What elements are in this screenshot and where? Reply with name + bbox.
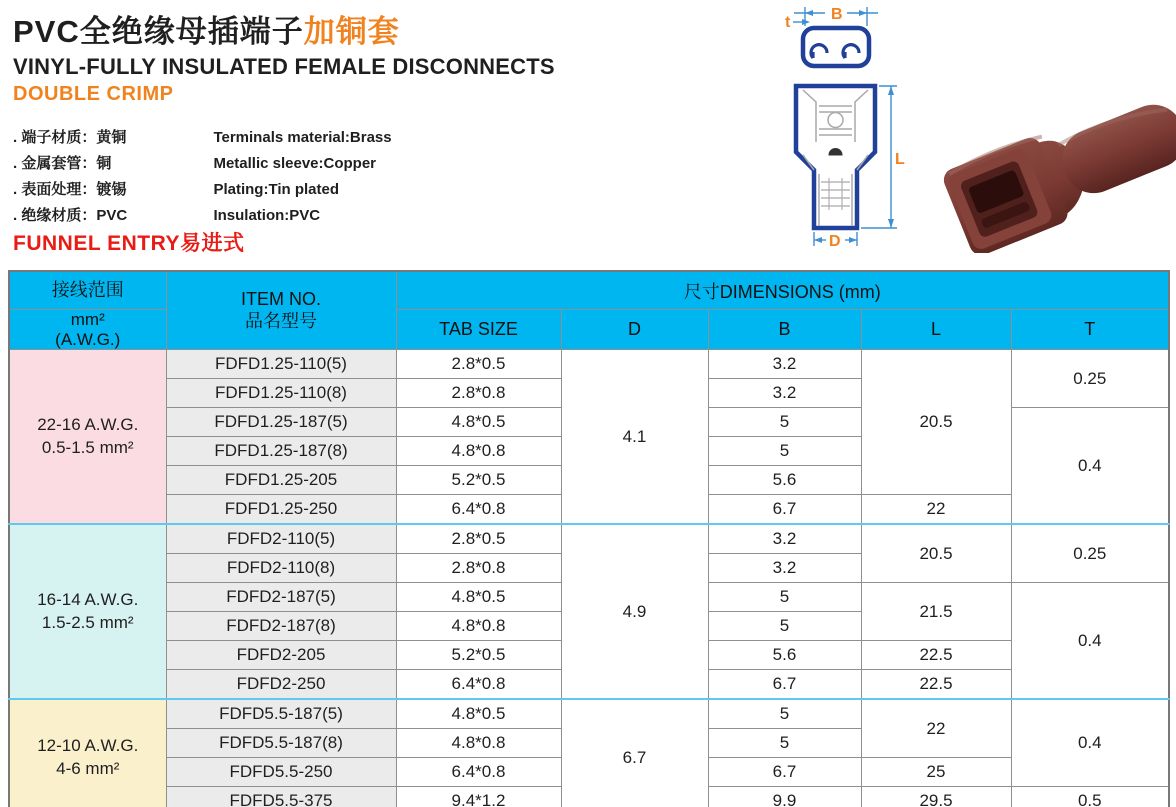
spec-zh-sleeve: . 金属套管：铜 — [13, 155, 112, 172]
tab-size-cell: 4.8*0.5 — [396, 408, 561, 437]
title-block — [13, 14, 555, 106]
b-cell: 5.6 — [708, 641, 861, 670]
page-title-zh — [13, 14, 555, 50]
spec-en-plating: Plating:Tin plated — [213, 181, 340, 198]
header-wire-range-unit: mm² (A.W.G.) — [9, 310, 166, 350]
spec-zh-terminals: . 端子材质：黄铜 — [13, 129, 127, 146]
l-cell: 20.5 — [861, 524, 1011, 583]
tab-size-cell: 4.8*0.8 — [396, 612, 561, 641]
l-cell: 22.5 — [861, 641, 1011, 670]
t-cell: 0.5 — [1011, 787, 1169, 807]
dim-label-t: t — [785, 14, 791, 31]
tab-size-cell: 9.4*1.2 — [396, 787, 561, 807]
dim-label-b: B — [831, 6, 843, 23]
t-cell: 0.4 — [1011, 699, 1169, 787]
spec-row — [13, 203, 392, 229]
tab-size-cell: 5.2*0.5 — [396, 466, 561, 495]
item-no-cell: FDFD5.5-375 — [166, 787, 396, 807]
item-no-cell: FDFD2-110(8) — [166, 554, 396, 583]
tab-size-cell: 4.8*0.5 — [396, 699, 561, 729]
b-cell: 5 — [708, 408, 861, 437]
item-no-cell: FDFD5.5-187(5) — [166, 699, 396, 729]
t-cell: 0.25 — [1011, 524, 1169, 583]
item-no-cell: FDFD2-187(5) — [166, 583, 396, 612]
header-l: L — [861, 310, 1011, 350]
header-b: B — [708, 310, 861, 350]
spec-zh-insulation: . 绝缘材质：PVC — [13, 207, 128, 224]
b-cell: 5 — [708, 729, 861, 758]
header-dimensions: 尺寸DIMENSIONS (mm) — [396, 271, 1169, 310]
tab-size-cell: 4.8*0.8 — [396, 729, 561, 758]
tab-size-cell: 6.4*0.8 — [396, 670, 561, 700]
spec-table — [8, 270, 1170, 807]
wire-range-group-3: 12-10 A.W.G. 4-6 mm² — [9, 699, 166, 807]
wire-range-group-1: 22-16 A.W.G. 0.5-1.5 mm² — [9, 350, 166, 525]
title-zh-black: PVC全绝缘母插端子 — [13, 14, 304, 49]
item-no-cell: FDFD1.25-110(8) — [166, 379, 396, 408]
funnel-entry-note: FUNNEL ENTRY易进式 — [13, 232, 245, 255]
spec-zh-plating: . 表面处理：镀锡 — [13, 181, 127, 198]
tab-size-cell: 6.4*0.8 — [396, 495, 561, 525]
l-cell: 22 — [861, 495, 1011, 525]
dim-label-d: D — [829, 233, 841, 250]
item-no-cell: FDFD2-250 — [166, 670, 396, 700]
tab-size-cell: 5.2*0.5 — [396, 641, 561, 670]
item-no-cell: FDFD2-110(5) — [166, 524, 396, 554]
t-cell: 0.25 — [1011, 350, 1169, 408]
d-cell: 4.1 — [561, 350, 708, 525]
tab-size-cell: 4.8*0.5 — [396, 583, 561, 612]
item-no-cell: FDFD1.25-250 — [166, 495, 396, 525]
item-no-cell: FDFD1.25-187(5) — [166, 408, 396, 437]
item-no-cell: FDFD5.5-187(8) — [166, 729, 396, 758]
b-cell: 3.2 — [708, 524, 861, 554]
item-no-cell: FDFD1.25-110(5) — [166, 350, 396, 379]
l-cell: 29.5 — [861, 787, 1011, 807]
item-no-cell: FDFD2-205 — [166, 641, 396, 670]
spec-en-sleeve: Metallic sleeve:Copper — [213, 155, 377, 172]
b-cell: 5 — [708, 437, 861, 466]
spec-row — [13, 151, 392, 177]
d-cell: 4.9 — [561, 524, 708, 699]
header-tab-size: TAB SIZE — [396, 310, 561, 350]
tab-size-cell: 2.8*0.8 — [396, 554, 561, 583]
spec-row — [13, 125, 392, 151]
terminal-dimension-diagram — [783, 2, 913, 250]
t-cell: 0.4 — [1011, 408, 1169, 525]
b-cell: 3.2 — [708, 379, 861, 408]
wire-range-group-2: 16-14 A.W.G. 1.5-2.5 mm² — [9, 524, 166, 699]
title-zh-orange: 加铜套 — [303, 14, 400, 49]
b-cell: 6.7 — [708, 495, 861, 525]
item-no-cell: FDFD2-187(8) — [166, 612, 396, 641]
material-specs — [13, 125, 392, 229]
b-cell: 6.7 — [708, 670, 861, 700]
b-cell: 3.2 — [708, 350, 861, 379]
dim-label-l: L — [895, 151, 905, 168]
header-t: T — [1011, 310, 1169, 350]
header-item-no: ITEM NO. 品名型号 — [166, 271, 396, 350]
tab-size-cell: 2.8*0.5 — [396, 350, 561, 379]
tab-size-cell: 6.4*0.8 — [396, 758, 561, 787]
b-cell: 5 — [708, 583, 861, 612]
l-cell: 25 — [861, 758, 1011, 787]
header-d: D — [561, 310, 708, 350]
t-cell: 0.4 — [1011, 583, 1169, 700]
tab-size-cell: 4.8*0.8 — [396, 437, 561, 466]
item-no-cell: FDFD5.5-250 — [166, 758, 396, 787]
spec-row — [13, 177, 392, 203]
header-wire-range: 接线范围 — [9, 271, 166, 310]
b-cell: 5 — [708, 699, 861, 729]
b-cell: 9.9 — [708, 787, 861, 807]
page-title-en: VINYL-FULLY INSULATED FEMALE DISCONNECTS — [13, 53, 555, 79]
subtitle-double-crimp: DOUBLE CRIMP — [13, 82, 174, 105]
spec-en-insulation: Insulation:PVC — [213, 207, 321, 224]
l-cell: 20.5 — [861, 350, 1011, 495]
l-cell: 22 — [861, 699, 1011, 758]
tab-size-cell: 2.8*0.8 — [396, 379, 561, 408]
item-no-cell: FDFD1.25-205 — [166, 466, 396, 495]
b-cell: 5 — [708, 612, 861, 641]
l-cell: 21.5 — [861, 583, 1011, 641]
b-cell: 6.7 — [708, 758, 861, 787]
product-photo — [942, 48, 1176, 253]
tab-size-cell: 2.8*0.5 — [396, 524, 561, 554]
d-cell: 6.7 — [561, 699, 708, 807]
l-cell: 22.5 — [861, 670, 1011, 700]
spec-en-terminals: Terminals material:Brass — [213, 129, 392, 146]
b-cell: 3.2 — [708, 554, 861, 583]
b-cell: 5.6 — [708, 466, 861, 495]
item-no-cell: FDFD1.25-187(8) — [166, 437, 396, 466]
